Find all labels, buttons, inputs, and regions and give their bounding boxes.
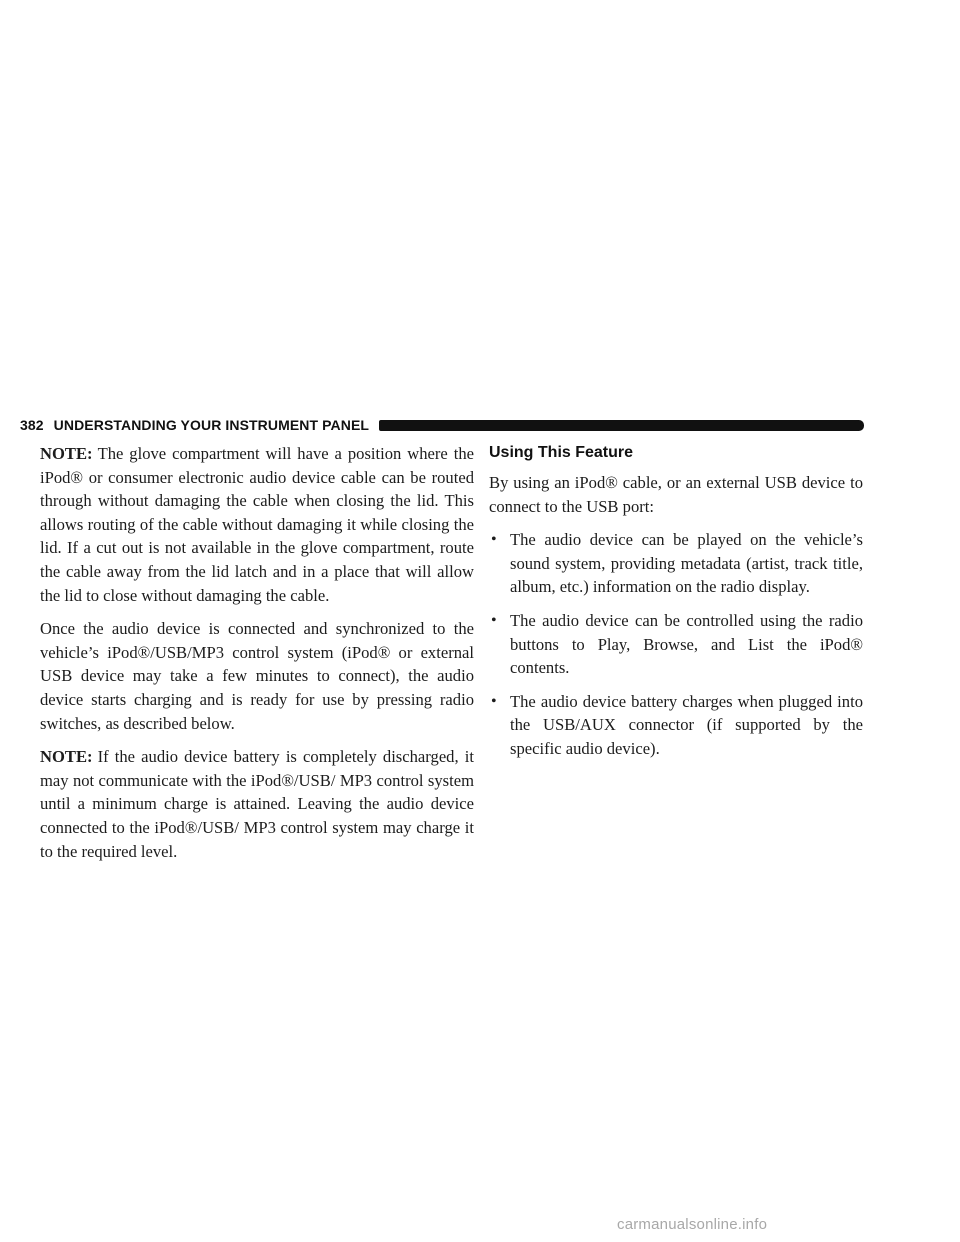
left-column <box>40 442 474 873</box>
list-item-text: The audio device can be controlled using the radio buttons to Play, Browse, and List the iPod® contents. <box>510 610 863 678</box>
bullet-icon: • <box>491 611 497 629</box>
list-item <box>489 528 863 599</box>
list-item <box>489 690 863 761</box>
watermark: carmanualsonline.info <box>617 1216 768 1233</box>
bullet-icon: • <box>491 531 497 549</box>
note-text: If the audio device battery is completely discharged, it may not communicate with the iPod®/USB/ MP3 control system until a minimum charge is attained. Leaving the audio device connected to the iPod®/USB/ MP3 control system may charge it to the required level. <box>40 747 474 861</box>
list-item-text: The audio device can be played on the vehicle’s sound system, providing metadata (artist, track title, album, etc.) information on the radio display. <box>510 530 863 597</box>
bullet-icon: • <box>491 692 497 710</box>
note-text: The glove compartment will have a position where the iPod® or consumer electronic audio device cable can be routed through without damaging the cable when closing the lid. This allows routing of the cable without damaging it while closing the lid. If a cut out is not available in the glove compartment, route the cable away from the lid latch and in a place that will allow the lid to close without damaging the cable. <box>40 444 474 605</box>
note-battery-discharged <box>40 745 474 863</box>
note-label: NOTE: <box>40 444 93 463</box>
page-header <box>20 414 864 436</box>
page-number: 382 <box>20 417 44 433</box>
section-title: UNDERSTANDING YOUR INSTRUMENT PANEL <box>53 417 370 433</box>
header-rule-bar <box>379 420 864 431</box>
note-glove-compartment <box>40 442 474 607</box>
section-heading: Using This Feature <box>489 444 634 461</box>
intro-paragraph: By using an iPod® cable, or an external USB device to connect to the USB port: <box>489 473 863 516</box>
right-column <box>489 442 863 771</box>
list-item <box>489 609 863 680</box>
paragraph-device-connected: Once the audio device is connected and synchronized to the vehicle’s iPod®/USB/MP3 control system (iPod® or external USB device may take a few minutes to connect), the audio device starts charging and is ready for use by pressing radio switches, as described below. <box>40 619 474 733</box>
feature-list <box>489 528 863 760</box>
note-label: NOTE: <box>40 747 93 767</box>
list-item-text: The audio device battery charges when plugged into the USB/AUX connector (if supported by the specific audio device). <box>510 691 863 758</box>
